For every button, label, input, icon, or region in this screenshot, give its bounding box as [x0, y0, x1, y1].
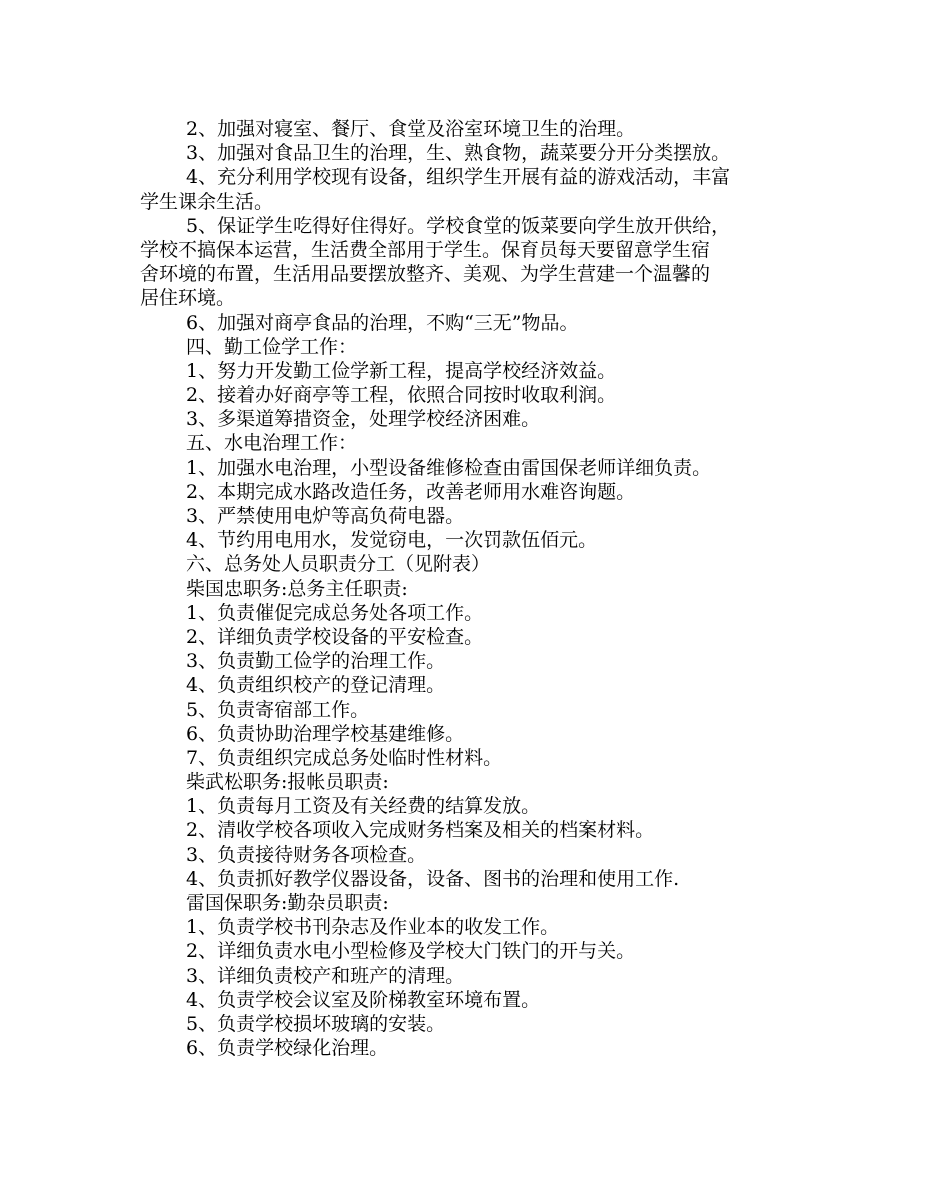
list-item: 1、努力开发勤工俭学新工程，提高学校经济效益。 [186, 359, 617, 382]
list-item: 1、负责学校书刊杂志及作业本的收发工作。 [186, 916, 560, 939]
list-item: 6、负责协助治理学校基建维修。 [186, 722, 465, 745]
list-item: 6、负责学校绿化治理。 [186, 1037, 389, 1060]
list-item: 1、加强水电治理，小型设备维修检查由雷国保老师详细负责。 [186, 456, 712, 479]
list-item: 7、负责组织完成总务处临时性材料。 [186, 746, 503, 769]
list-item: 4、负责组织校产的登记清理。 [186, 674, 446, 697]
section-heading: 四、勤工俭学工作： [186, 335, 358, 358]
role-heading: 柴国忠职务:总务主任职责: [186, 577, 408, 600]
paragraph-line: 舍环境的布置，生活用品要摆放整齐、美观、为学生营建一个温馨的 [140, 263, 711, 286]
paragraph-line: 3、加强对食品卫生的治理，生、熟食物，蔬菜要分开分类摆放。 [186, 142, 731, 165]
section-heading: 六、总务处人员职责分工（见附表） [186, 553, 491, 576]
paragraph-line: 学校不搞保本运营，生活费全部用于学生。保育员每天要留意学生宿 [140, 238, 711, 261]
list-item: 2、详细负责学校设备的平安检查。 [186, 625, 484, 648]
list-item: 5、负责学校损坏玻璃的安装。 [186, 1012, 446, 1035]
list-item: 3、多渠道筹措资金，处理学校经济困难。 [186, 408, 541, 431]
paragraph-line: 学生课余生活。 [140, 190, 274, 213]
list-item: 4、节约用电用水，发觉窃电，一次罚款伍佰元。 [186, 529, 598, 552]
list-item: 3、严禁使用电炉等高负荷电器。 [186, 505, 465, 527]
list-item: 2、详细负责水电小型检修及学校大门铁门的开与关。 [186, 940, 636, 963]
paragraph-line: 5、保证学生吃得好住得好。学校食堂的饭菜要向学生放开供给， [186, 214, 731, 237]
document-body [140, 117, 820, 1060]
role-heading: 柴武松职务:报帐员职责: [186, 771, 389, 794]
list-item: 3、负责接待财务各项检查。 [186, 843, 427, 866]
section-heading: 五、水电治理工作： [186, 432, 358, 455]
list-item: 1、负责每月工资及有关经费的结算发放。 [186, 795, 541, 818]
list-item: 4、负责学校会议室及阶梯教室环境布置。 [186, 988, 541, 1011]
list-item: 3、详细负责校产和班产的清理。 [186, 964, 465, 987]
list-item: 3、负责勤工俭学的治理工作。 [186, 650, 446, 673]
role-heading: 雷国保职务:勤杂员职责: [186, 892, 389, 914]
paragraph-line: 6、加强对商亭食品的治理，不购“三无”物品。 [186, 311, 579, 334]
list-item: 4、负责抓好教学仪器设备，设备、图书的治理和使用工作. [186, 867, 680, 890]
list-item: 1、负责催促完成总务处各项工作。 [186, 601, 484, 624]
paragraph-line: 2、加强对寝室、餐厅、食堂及浴室环境卫生的治理。 [186, 118, 636, 140]
list-item: 2、本期完成水路改造任务，改善老师用水难咨询题。 [186, 480, 636, 503]
paragraph-line: 居住环境。 [140, 287, 236, 310]
list-item: 2、清收学校各项收入完成财务档案及相关的档案材料。 [186, 819, 655, 842]
paragraph-line: 4、充分利用学校现有设备，组织学生开展有益的游戏活动，丰富 [186, 166, 731, 189]
list-item: 5、负责寄宿部工作。 [186, 698, 370, 721]
list-item: 2、接着办好商亭等工程，依照合同按时收取利润。 [186, 384, 617, 407]
